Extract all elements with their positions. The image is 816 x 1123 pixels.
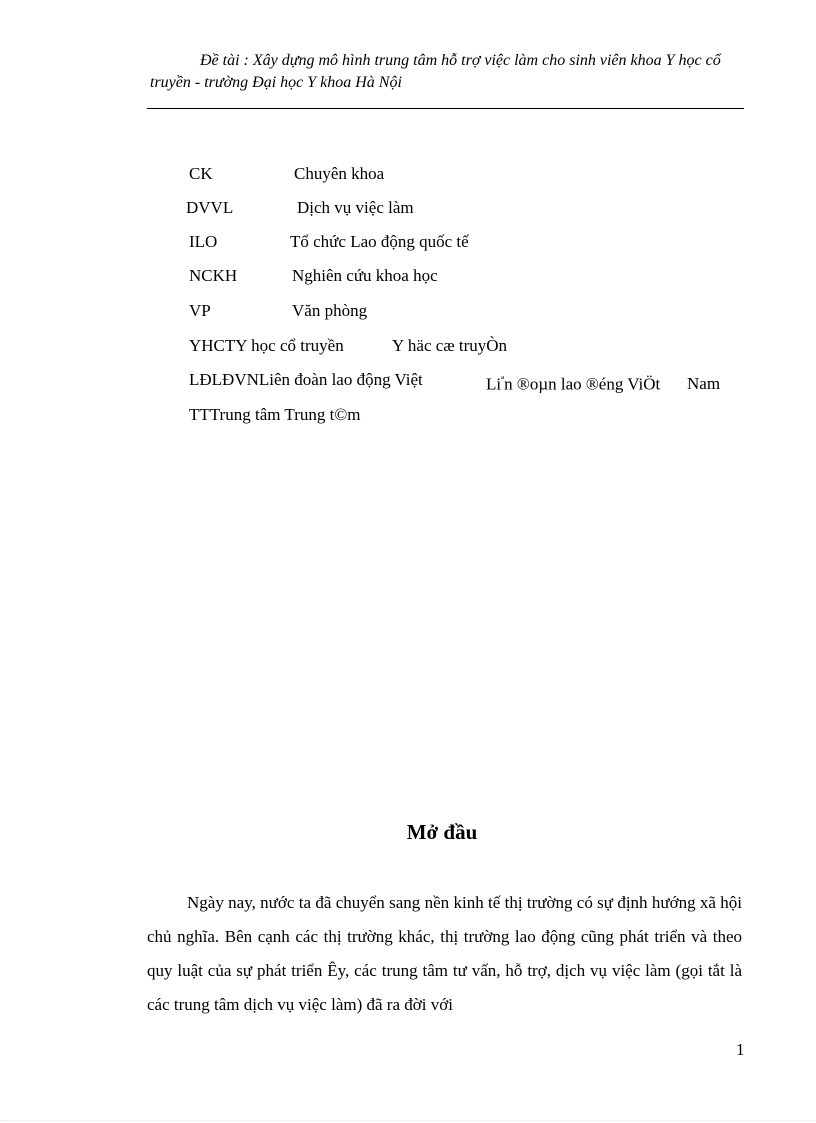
section-title: Mở đầu	[406, 820, 478, 844]
abbr-code-ilo: ILO	[189, 232, 218, 251]
abbr-meaning-dvvl: Dịch vụ việc làm	[297, 198, 414, 217]
garbled-part-b: n ®oµn lao ®éng ViÖt	[504, 374, 661, 394]
page-bottom-edge	[0, 1120, 816, 1121]
abbr-meaning-vp: Văn phòng	[292, 301, 368, 320]
header-rule	[147, 108, 744, 109]
abbr-code-nckh: NCKH	[189, 266, 238, 285]
page-header: Đề tài : Xây dựng mô hình trung tâm hỗ trợ việc làm cho sinh viên khoa Y học cổ truyền - trường Đại học Y khoa Hà Nội	[150, 52, 721, 91]
abbr-meaning-nckh: Nghiên cứu khoa học	[292, 266, 438, 285]
abbr-code-vp: VP	[189, 301, 211, 320]
abbr-code-dvvl: DVVL	[186, 198, 234, 217]
abbr-line-yhct: YHCTY học cổ truyền	[189, 336, 344, 355]
abbr-garbled-yhct: Y häc cæ truyÒn	[392, 336, 508, 355]
abbr-line-ldldvn: LĐLĐVNLiên đoàn lao động Việt	[189, 370, 423, 389]
page-number: 1	[736, 1040, 745, 1059]
intro-paragraph: Ngày nay, nước ta đã chuyển sang nền kinh tế thị trường có sự định hướng xã hội chủ nghĩa. Bên cạnh các thị trường khác, thị trường lao động cũng phát triển và theo quy luật của sự phát triển Êy, các trung tâm tư vấn, hỗ trợ, dịch vụ việc làm (gọi tắt là các trung tâm dịch vụ việc làm) đã ra đời với	[147, 893, 742, 1014]
abbr-meaning-ilo: Tổ chức Lao động quốc tế	[290, 232, 469, 251]
abbr-garbled-nam: Nam	[687, 374, 721, 393]
abbr-line-tt: TTTrung tâm Trung t©m	[189, 405, 361, 424]
abbr-meaning-ck: Chuyên khoa	[294, 164, 385, 183]
abbr-garbled-ldldvn	[486, 370, 660, 395]
garbled-superscript: ª	[501, 374, 505, 386]
abbr-code-ck: CK	[189, 164, 213, 183]
garbled-part-a: Li	[486, 374, 502, 394]
